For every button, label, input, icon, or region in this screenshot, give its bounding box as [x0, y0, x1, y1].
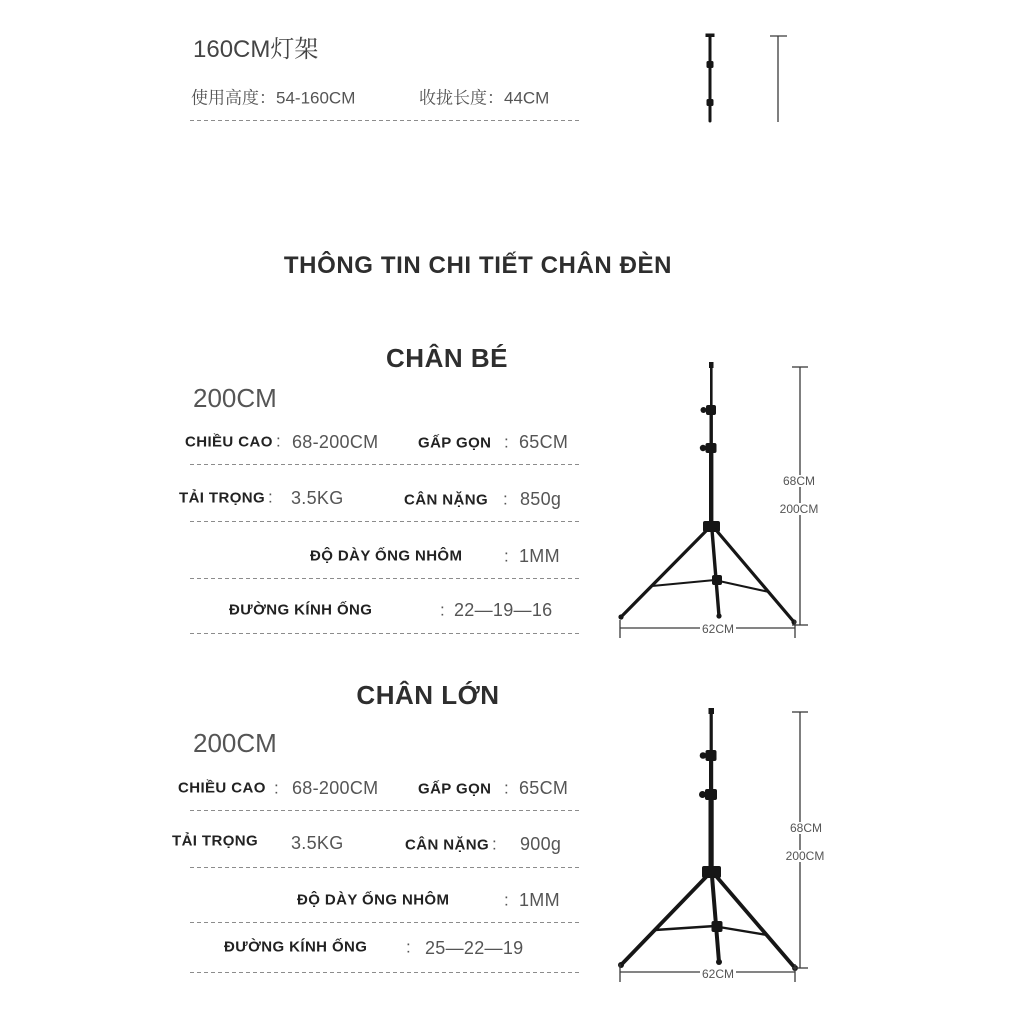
- small-stand-title: CHÂN BÉ: [386, 343, 508, 373]
- page-title: THÔNG TIN CHI TIẾT CHÂN ĐÈN: [283, 252, 673, 279]
- large-diameter-value: 25—22—19: [425, 938, 524, 958]
- small-weight-separator: :: [503, 489, 508, 509]
- large-folded-value: 65CM: [519, 778, 569, 798]
- left-brace: [652, 580, 715, 586]
- small-folded-value: 65CM: [519, 432, 569, 452]
- large-load-label: TẢI TRỌNG: [172, 832, 259, 850]
- top-stand-folded-length: 收拢长度：44CM: [419, 88, 550, 108]
- upper-clamp-knob: [700, 752, 707, 759]
- right-foot: [791, 619, 796, 624]
- top-stand-title: 160CM灯架: [193, 36, 319, 63]
- middle-clamp-knob: [700, 445, 706, 451]
- left-leg: [621, 876, 707, 965]
- large-thickness-label: ĐỘ DÀY ỐNG NHÔM: [297, 891, 450, 909]
- small-weight-label: CÂN NẶNG: [404, 491, 489, 509]
- large-max-height-dimension: 200CM: [785, 849, 825, 863]
- small-diameter-label: ĐƯỜNG KÍNH ỐNG: [229, 601, 373, 619]
- large-base-width-dimension: 62CM: [701, 967, 735, 981]
- left-leg: [621, 530, 707, 617]
- small-height-separator: :: [276, 431, 281, 451]
- right-leg: [716, 530, 794, 622]
- large-height-separator: :: [274, 778, 279, 798]
- large-min-height-dimension: 68CM: [789, 821, 823, 835]
- large-folded-separator: :: [504, 778, 509, 798]
- front-foot: [716, 959, 722, 965]
- top-stand-diagram: [706, 34, 788, 123]
- right-leg: [716, 876, 795, 968]
- small-height-label: CHIỀU CAO: [185, 433, 273, 451]
- large-thickness-separator: :: [504, 890, 509, 910]
- large-weight-label: CÂN NẶNG: [405, 836, 490, 854]
- left-foot: [618, 962, 624, 968]
- large-height-label: CHIỀU CAO: [178, 779, 266, 797]
- top-stand-cap: [706, 34, 715, 38]
- large-weight-separator: :: [492, 834, 497, 854]
- large-stand-diagram: [618, 708, 798, 971]
- small-diameter-value: 22—19—16: [454, 600, 553, 620]
- large-diameter-label: ĐƯỜNG KÍNH ỐNG: [224, 938, 368, 956]
- small-folded-label: GẤP GỌN: [418, 434, 492, 452]
- front-leg: [712, 530, 719, 616]
- middle-clamp-knob: [699, 791, 706, 798]
- front-leg: [712, 876, 719, 962]
- large-load-value: 3.5KG: [291, 833, 344, 853]
- large-height-value: 68-200CM: [292, 778, 379, 798]
- small-min-height-dimension: 68CM: [782, 474, 816, 488]
- middle-clamp: [705, 789, 717, 800]
- center-pole-lower: [709, 448, 713, 530]
- large-stand-title: CHÂN LỚN: [356, 680, 500, 710]
- large-thickness-value: 1MM: [519, 890, 560, 910]
- large-stand-size: 200CM: [193, 728, 277, 758]
- upper-clamp-knob: [701, 407, 707, 413]
- large-folded-label: GẤP GỌN: [418, 780, 492, 798]
- top-stand-upper-clamp: [707, 61, 714, 68]
- upper-clamp: [706, 405, 716, 415]
- small-folded-separator: :: [504, 432, 509, 452]
- small-max-height-dimension: 200CM: [779, 502, 819, 516]
- small-diameter-separator: :: [440, 600, 445, 620]
- small-load-label: TẢI TRỌNG: [179, 489, 266, 507]
- small-weight-value: 850g: [520, 489, 562, 509]
- small-height-value: 68-200CM: [292, 432, 379, 452]
- small-thickness-separator: :: [504, 546, 509, 566]
- left-brace: [655, 926, 715, 930]
- left-foot: [618, 614, 623, 619]
- upper-clamp: [706, 750, 717, 761]
- middle-clamp: [706, 443, 717, 453]
- small-load-value: 3.5KG: [291, 488, 344, 508]
- small-stand-diagram: [618, 362, 808, 638]
- top-stand-lower-clamp: [707, 99, 714, 106]
- small-stand-size: 200CM: [193, 383, 277, 413]
- large-weight-value: 900g: [520, 834, 562, 854]
- small-load-separator: :: [268, 487, 273, 507]
- top-stand-usable-height: 使用高度：54-160CM: [191, 88, 356, 108]
- small-thickness-value: 1MM: [519, 546, 560, 566]
- front-foot: [716, 613, 721, 618]
- center-pole-lower: [709, 794, 714, 876]
- small-thickness-label: ĐỘ DÀY ỐNG NHÔM: [310, 547, 463, 565]
- large-diameter-separator: :: [406, 937, 411, 957]
- small-base-width-dimension: 62CM: [701, 622, 735, 636]
